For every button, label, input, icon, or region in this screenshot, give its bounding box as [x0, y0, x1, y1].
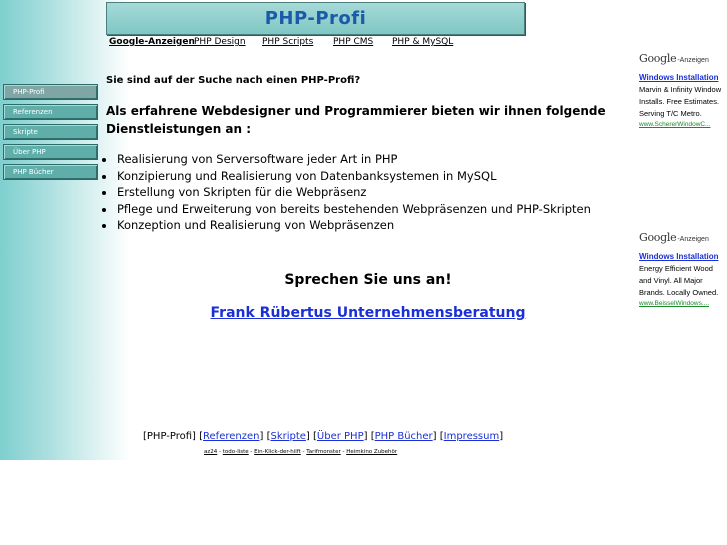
- google-logo: Google: [639, 52, 677, 65]
- footer-link-php-buecher[interactable]: PHP Bücher: [374, 431, 433, 442]
- google-logo: Google: [639, 231, 677, 244]
- footer-navigation: [PHP-Profi] [Referenzen] [Skripte] [Über PHP] [PHP Bücher] [Impressum]: [143, 431, 504, 442]
- ad-text: Energy Efficient Wood and Vinyl. All Major Brands. Locally Owned.: [639, 264, 719, 297]
- ad-title-link[interactable]: Windows Installation: [639, 73, 719, 82]
- footer-small-link[interactable]: Tarifmonster: [306, 449, 341, 455]
- ad-header: [639, 52, 727, 68]
- sidebar-navigation: [3, 84, 98, 184]
- google-ad-1: [639, 52, 727, 130]
- footer-small-link[interactable]: Heimkino Zubehör: [346, 449, 398, 455]
- google-ad-2: [639, 231, 727, 309]
- footer-current: PHP-Profi: [146, 431, 193, 442]
- footer-link-skripte[interactable]: Skripte: [270, 431, 306, 442]
- footer-link-referenzen[interactable]: Referenzen: [203, 431, 260, 442]
- topnav-php-design[interactable]: PHP Design: [194, 37, 246, 47]
- ad-label: -Anzeigen: [677, 57, 709, 64]
- company-link[interactable]: Frank Rübertus Unternehmensberatung: [210, 305, 526, 321]
- site-title: PHP-Profi: [264, 8, 367, 29]
- sidebar-item-php-profi[interactable]: PHP-Profi: [3, 84, 98, 100]
- sidebar-item-referenzen[interactable]: Referenzen: [3, 104, 98, 120]
- topnav-php-scripts[interactable]: PHP Scripts: [262, 37, 314, 47]
- footer-small-links: az24 - todo-liste - Ein-Klick-der-hilft - Tarifmonster - Heimkino Zubehör: [204, 449, 398, 455]
- service-item: • Erstellung von Skripten für die Webpräsenz: [116, 184, 591, 201]
- footer-link-ueber-php[interactable]: Über PHP: [316, 431, 364, 442]
- sidebar-item-php-buecher[interactable]: PHP Bücher: [3, 164, 98, 180]
- footer-small-link[interactable]: todo-liste: [222, 449, 249, 455]
- service-item: • Konzipierung und Realisierung von Datenbanksystemen in MySQL: [116, 168, 591, 185]
- intro-question: Sie sind auf der Suche nach einen PHP-Profi?: [106, 75, 361, 86]
- topnav-google-anzeigen[interactable]: Google-Anzeigen: [109, 37, 195, 47]
- footer-small-link[interactable]: Ein-Klick-der-hilft: [254, 449, 301, 455]
- ad-header: [639, 231, 727, 247]
- service-item: • Realisierung von Serversoftware jeder Art in PHP: [116, 151, 591, 168]
- service-item: • Pflege und Erweiterung von bereits bestehenden Webpräsenzen und PHP-Skripten: [116, 201, 591, 218]
- footer-small-link[interactable]: az24: [204, 449, 218, 455]
- footer-link-impressum[interactable]: Impressum: [443, 431, 500, 442]
- ad-text: Marvin & Infinity Window Installs. Free Estimates. Serving T/C Metro.: [639, 85, 722, 118]
- call-to-action: Sprechen Sie uns an!: [284, 272, 452, 288]
- sidebar-item-ueber-php[interactable]: Über PHP: [3, 144, 98, 160]
- ad-label: -Anzeigen: [677, 236, 709, 243]
- sidebar-item-skripte[interactable]: Skripte: [3, 124, 98, 140]
- ad-title-link[interactable]: Windows Installation: [639, 252, 719, 261]
- topnav-php-cms[interactable]: PHP CMS: [333, 37, 374, 47]
- topnav-php-mysql[interactable]: PHP & MySQL: [392, 37, 454, 47]
- ad-url-link[interactable]: www.SchererWindowC...: [639, 121, 711, 128]
- site-banner: [106, 2, 525, 35]
- ad-url-link[interactable]: www.BeisselWindows....: [639, 300, 710, 307]
- service-item: • Konzeption und Realisierung von Webpräsenzen: [116, 217, 591, 234]
- company-line: [106, 305, 630, 321]
- services-list: [104, 151, 591, 234]
- lead-text: Als erfahrene Webdesigner und Programmierer bieten wir ihnen folgende Dienstleistungen an :: [106, 104, 606, 136]
